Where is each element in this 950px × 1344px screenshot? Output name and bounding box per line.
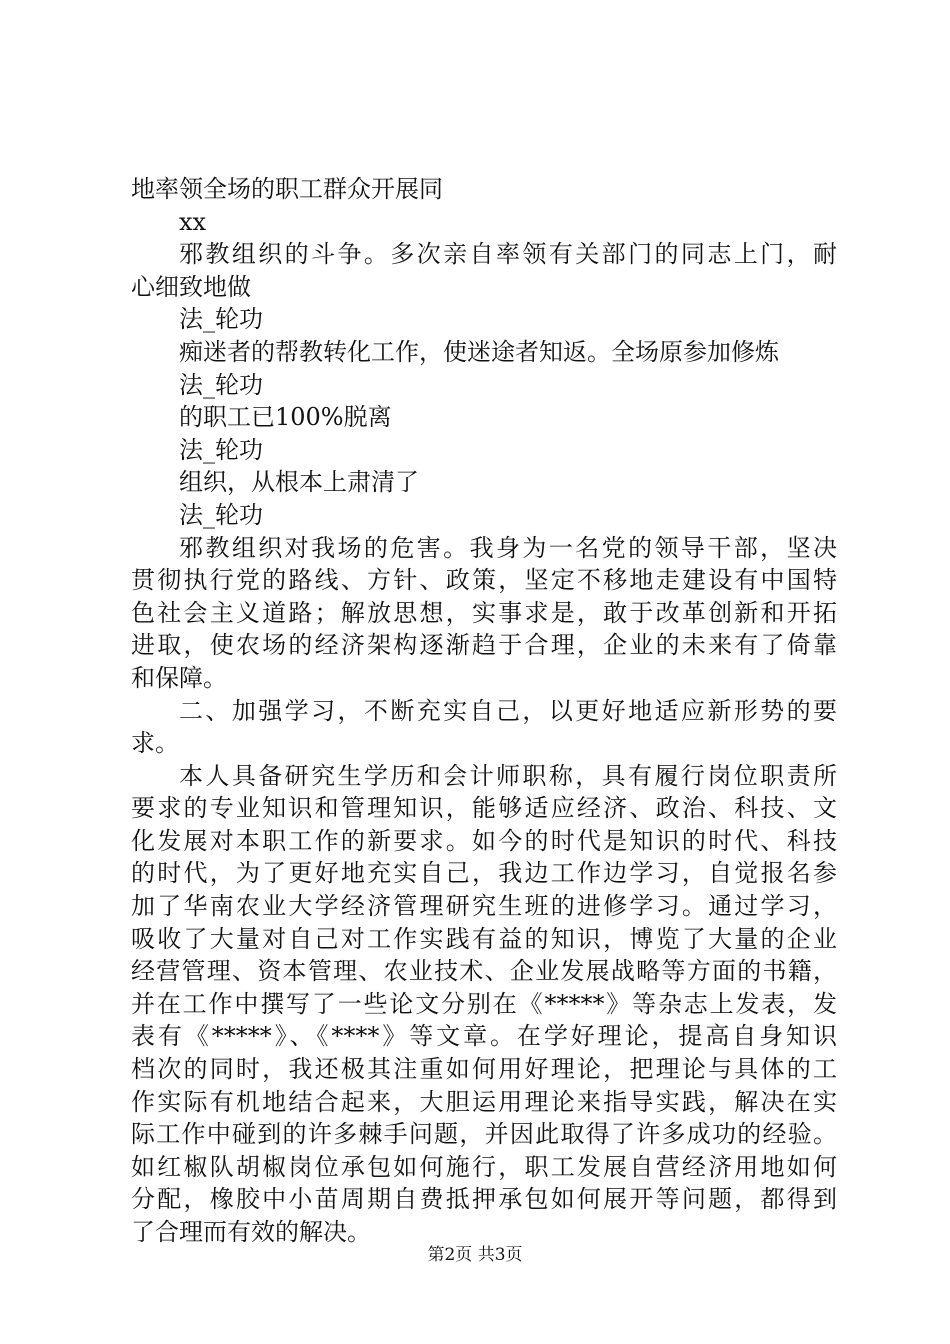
text-line: 档次的同时，我还极其注重如何用好理论，把理论与具体的工	[131, 1055, 837, 1084]
text-line: 的时代，为了更好地充实自己，我边工作边学习，自觉报名参	[131, 859, 837, 888]
text-line: 作实际有机地结合起来，大胆运用理论来指导实践，解决在实	[131, 1087, 837, 1116]
text-line: 了合理而有效的解决。	[131, 1218, 371, 1246]
text-line: 色社会主义道路；解放思想，实事求是，敢于改革创新和开拓	[131, 598, 837, 627]
text-line: 邪教组织对我场的危害。我身为一名党的领导干部，坚决	[179, 533, 837, 562]
text-line: 二、加强学习，不断充实自己，以更好地适应新形势的要	[179, 696, 837, 725]
page-footer: 第2页 共3页	[427, 1245, 523, 1265]
text-line: 贯彻执行党的路线、方针、政策，坚定不移地走建设有中国特	[131, 566, 837, 595]
text-line: 的职工已100%脱离	[179, 403, 392, 432]
text-line: 际工作中碰到的许多棘手问题，并因此取得了许多成功的经验。	[131, 1120, 837, 1149]
text-line: 化发展对本职工作的新要求。如今的时代是知识的时代、科技	[131, 826, 837, 855]
text-line: 法_轮功	[179, 305, 263, 334]
text-line: 法_轮功	[179, 370, 263, 399]
text-line: 表有《*****》、《****》等文章。在学好理论，提高自身知识	[131, 1022, 837, 1051]
text-line: 地率领全场的职工群众开展同	[131, 175, 443, 203]
text-line: xx	[179, 207, 207, 236]
text-line: 进取，使农场的经济架构逐渐趋于合理，企业的未来有了倚靠	[131, 631, 837, 660]
text-line: 如红椒队胡椒岗位承包如何施行，职工发展自营经济用地如何	[131, 1152, 837, 1181]
text-line: 吸收了大量对自己对工作实践有益的知识，博览了大量的企业	[131, 924, 837, 953]
text-line: 法_轮功	[179, 500, 263, 529]
text-line: 本人具备研究生学历和会计师职称，具有履行岗位职责所	[179, 761, 837, 790]
text-line: 痴迷者的帮教转化工作，使迷途者知返。全场原参加修炼	[179, 337, 779, 366]
text-line: 组织，从根本上肃清了	[179, 468, 419, 497]
text-line: 要求的专业知识和管理知识，能够适应经济、政治、科技、文	[131, 794, 837, 823]
text-line: 和保障。	[131, 663, 227, 692]
text-line: 求。	[131, 729, 179, 758]
document-body	[131, 173, 837, 1249]
text-line: 心细致地做	[131, 272, 251, 301]
text-line: 邪教组织的斗争。多次亲自率领有关部门的同志上门，耐	[179, 240, 837, 269]
text-line: 经营管理、资本管理、农业技术、企业发展战略等方面的书籍，	[131, 957, 837, 986]
text-line: 分配，橡胶中小苗周期自费抵押承包如何展开等问题，都得到	[131, 1185, 837, 1214]
text-line: 加了华南农业大学经济管理研究生班的进修学习。通过学习，	[131, 892, 837, 921]
text-line: 法_轮功	[179, 435, 263, 464]
text-line: 并在工作中撰写了一些论文分别在《*****》等杂志上发表，发	[131, 989, 837, 1018]
